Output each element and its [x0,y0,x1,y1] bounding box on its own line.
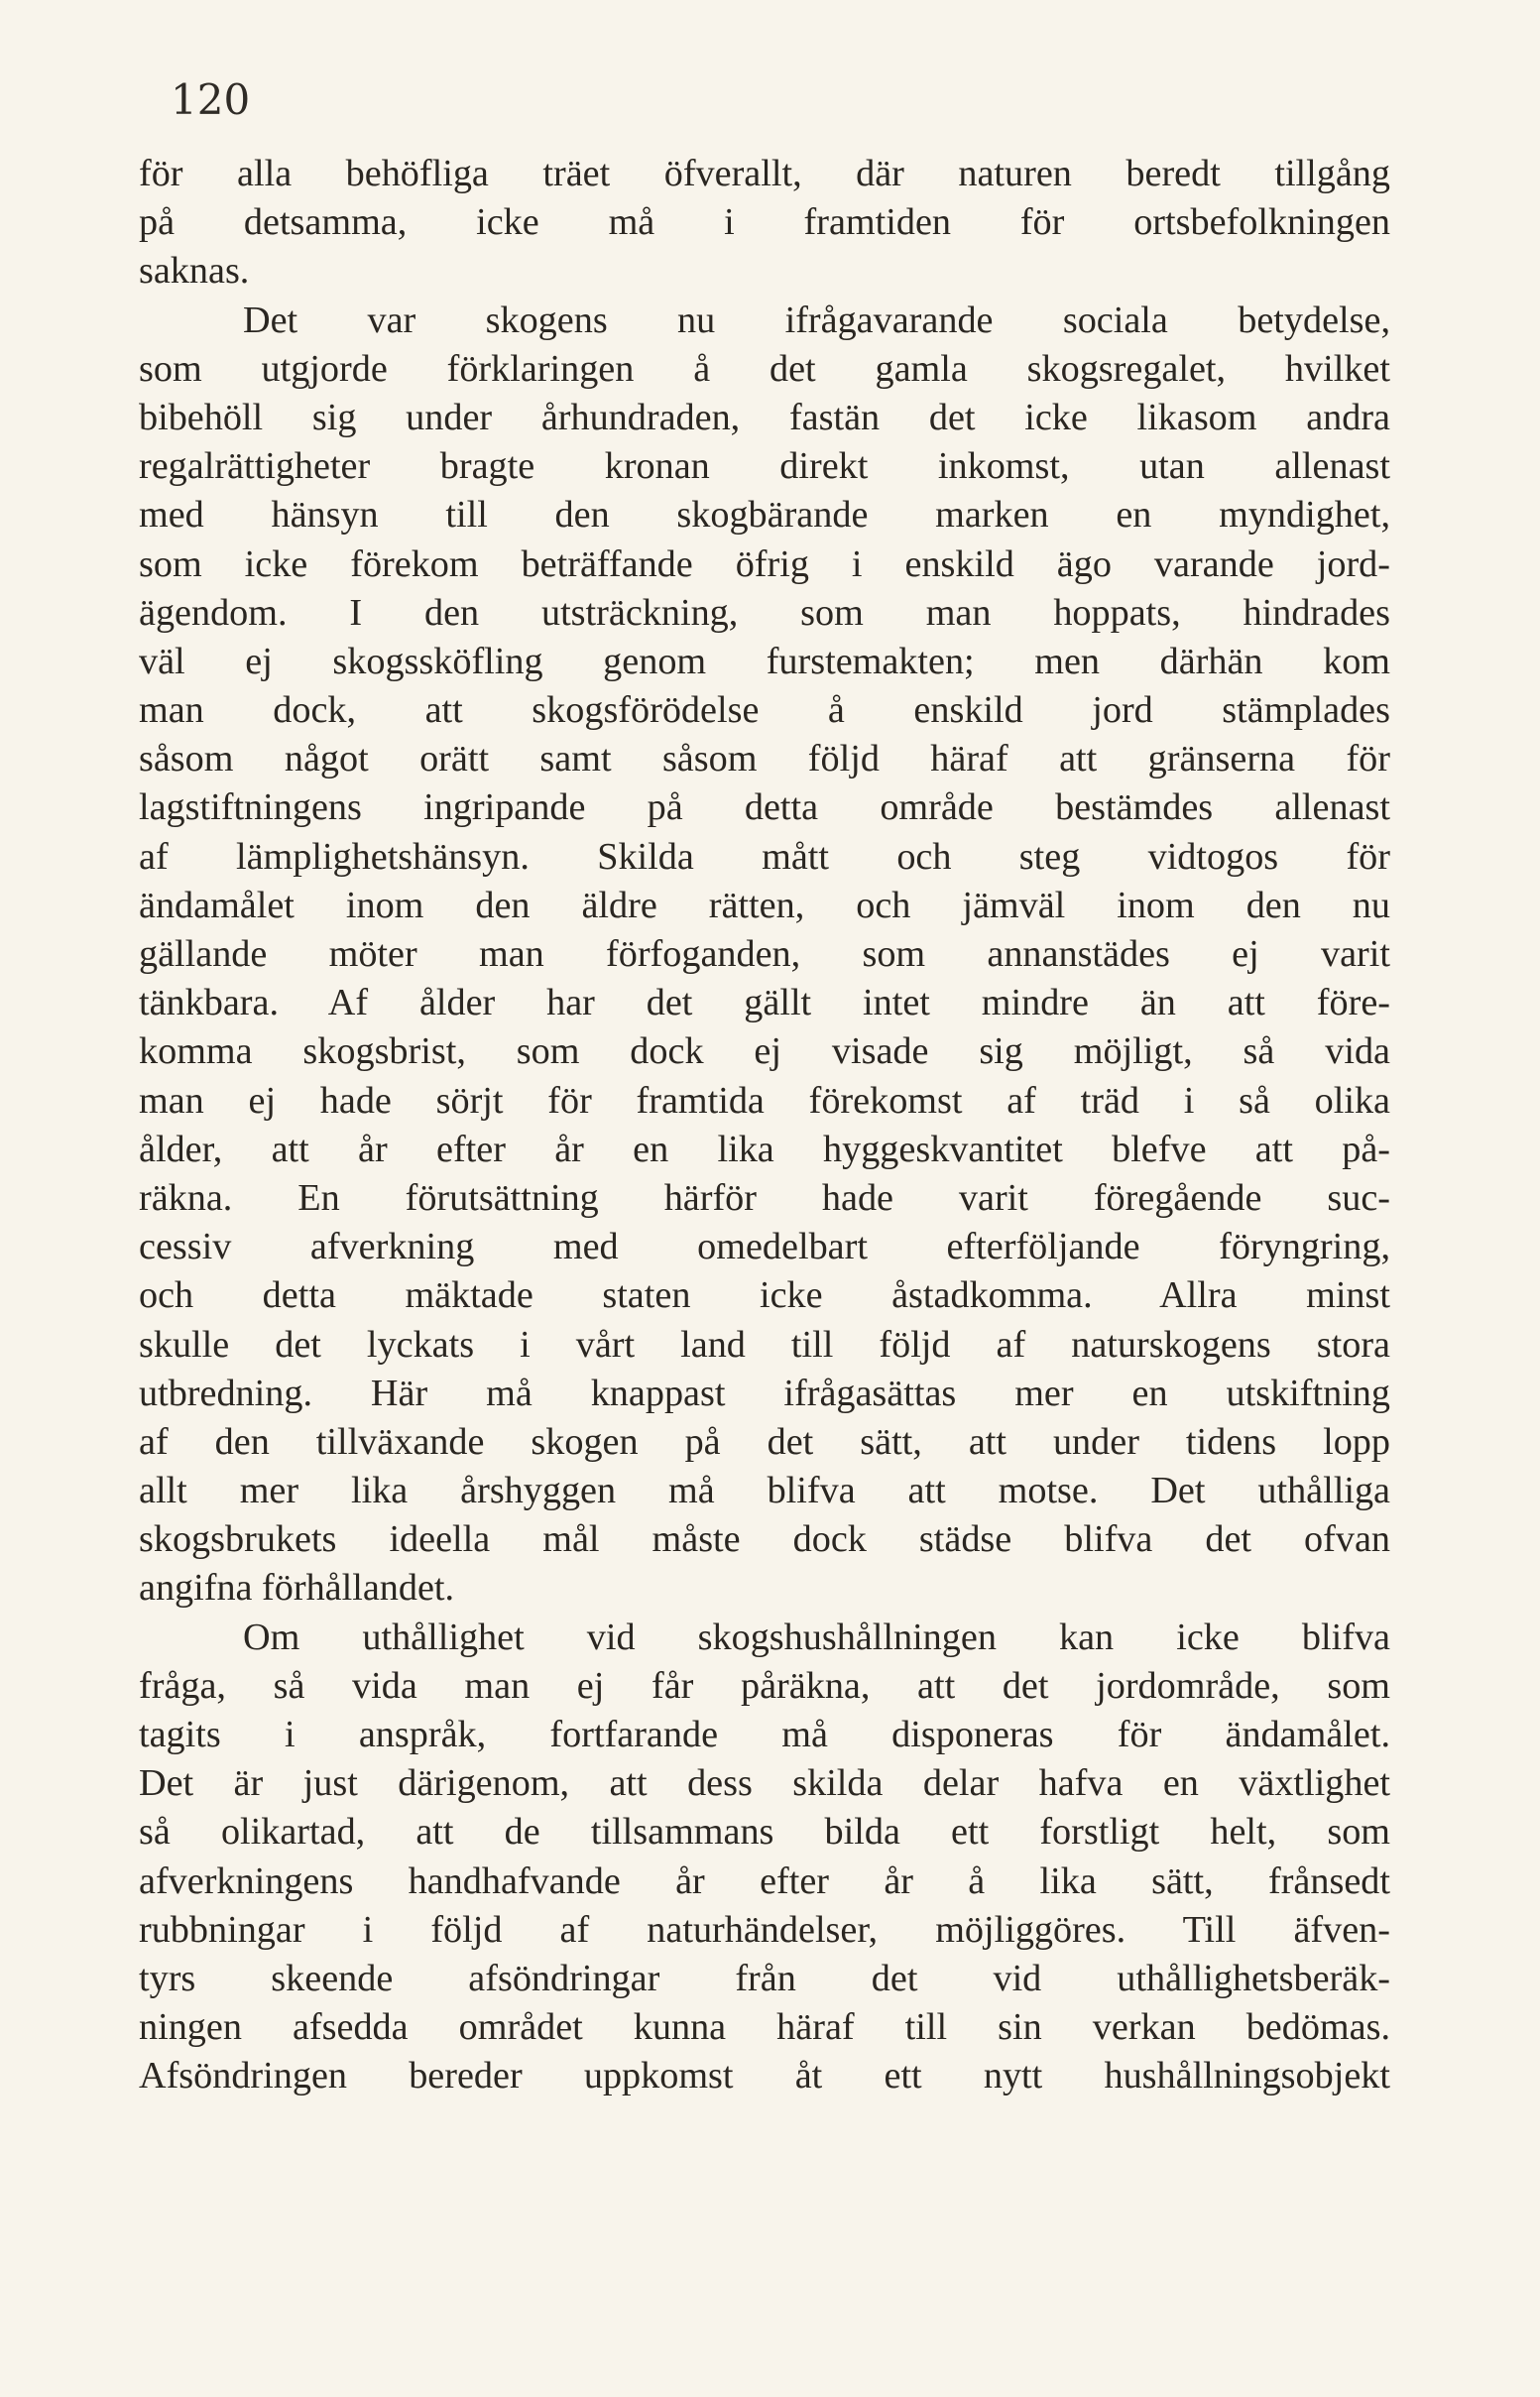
body-text [139,150,1390,2101]
text-line: afverkningens handhafvande år efter år å lika sätt, frånsedt [139,1859,1390,1902]
text-line: ägendom. I den utsträckning, som man hoppats, hindrades [139,591,1390,634]
text-line: med hänsyn till den skogbärande marken en myndighet, [139,494,1390,537]
text-line: gällande möter man förfoganden, som annanstädes ej varit [139,933,1390,975]
text-line: allt mer lika årshyggen må blifva att motse. Det uthålliga [139,1470,1390,1512]
text-line: som icke förekom beträffande öfrig i enskild ägo varande jord- [139,542,1390,585]
text-line: tagits i anspråk, fortfarande må disponeras för ändamålet. [139,1714,1390,1755]
text-line: ningen afsedda området kunna häraf till sin verkan bedömas. [139,2006,1390,2049]
text-line: man dock, att skogsförödelse å enskild jord stämplades [139,689,1390,732]
text-line: komma skogsbrist, som dock ej visade sig möjligt, så vida [139,1030,1390,1073]
text-line: väl ej skogssköfling genom furstemakten; men därhän kom [139,640,1390,682]
text-line: så olikartad, att de tillsammans bilda ett forstligt helt, som [139,1811,1390,1854]
text-line: skulle det lyckats i vårt land till följd af naturskogens stora [139,1323,1390,1366]
text-line: fråga, så vida man ej får påräkna, att det jordområde, som [139,1664,1390,1707]
text-line: såsom något orätt samt såsom följd häraf att gränserna för [139,738,1390,780]
text-line: räkna. En förutsättning härför hade varit föregående suc- [139,1176,1390,1219]
text-line: angifna förhållandet. [139,1567,455,1610]
text-line: bibehöll sig under århundraden, fastän det icke likasom andra [139,396,1390,438]
text-line: utbredning. Här må knappast ifrågasättas mer en utskiftning [139,1372,1390,1414]
text-line: som utgjorde förklaringen å det gamla skogsregalet, hvilket [139,347,1390,390]
text-line: lagstiftningens ingripande på detta område bestämdes allenast [139,786,1390,829]
text-line: rubbningar i följd af naturhändelser, möjliggöres. Till äfven- [139,1908,1390,1951]
text-line: på detsamma, icke må i framtiden för ortsbefolkningen [139,201,1390,244]
text-line: Det är just därigenom, att dess skilda delar hafva en växtlighet [139,1762,1390,1805]
text-line: Det var skogens nu ifrågavarande sociala betydelse, [243,299,1390,341]
text-line: Om uthållighet vid skogshushållningen kan icke blifva [243,1616,1390,1658]
text-line: tänkbara. Af ålder har det gällt intet mindre än att före- [139,982,1390,1024]
text-line: saknas. [139,250,250,293]
text-line: ålder, att år efter år en lika hyggeskvantitet blefve att på- [139,1128,1390,1170]
text-line: och detta mäktade staten icke åstadkomma. Allra minst [139,1274,1390,1317]
text-line: af lämplighetshänsyn. Skilda mått och steg vidtogos för [139,835,1390,878]
text-line: af den tillväxande skogen på det sätt, att under tidens lopp [139,1420,1390,1463]
text-line: skogsbrukets ideella mål måste dock städse blifva det ofvan [139,1518,1390,1561]
text-line: för alla behöfliga träet öfverallt, där naturen beredt tillgång [139,153,1390,194]
text-line: Afsöndringen bereder uppkomst åt ett nytt hushållningsobjekt [139,2055,1390,2097]
text-line: regalrättigheter bragte kronan direkt inkomst, utan allenast [139,445,1390,488]
page-number: 120 [171,75,251,124]
text-line: cessiv afverkning med omedelbart efterföljande föryngring, [139,1226,1390,1268]
text-line: man ej hade sörjt för framtida förekomst af träd i så olika [139,1079,1390,1122]
text-line: ändamålet inom den äldre rätten, och jämväl inom den nu [139,884,1390,926]
text-line: tyrs skeende afsöndringar från det vid uthållighetsberäk- [139,1957,1390,1999]
